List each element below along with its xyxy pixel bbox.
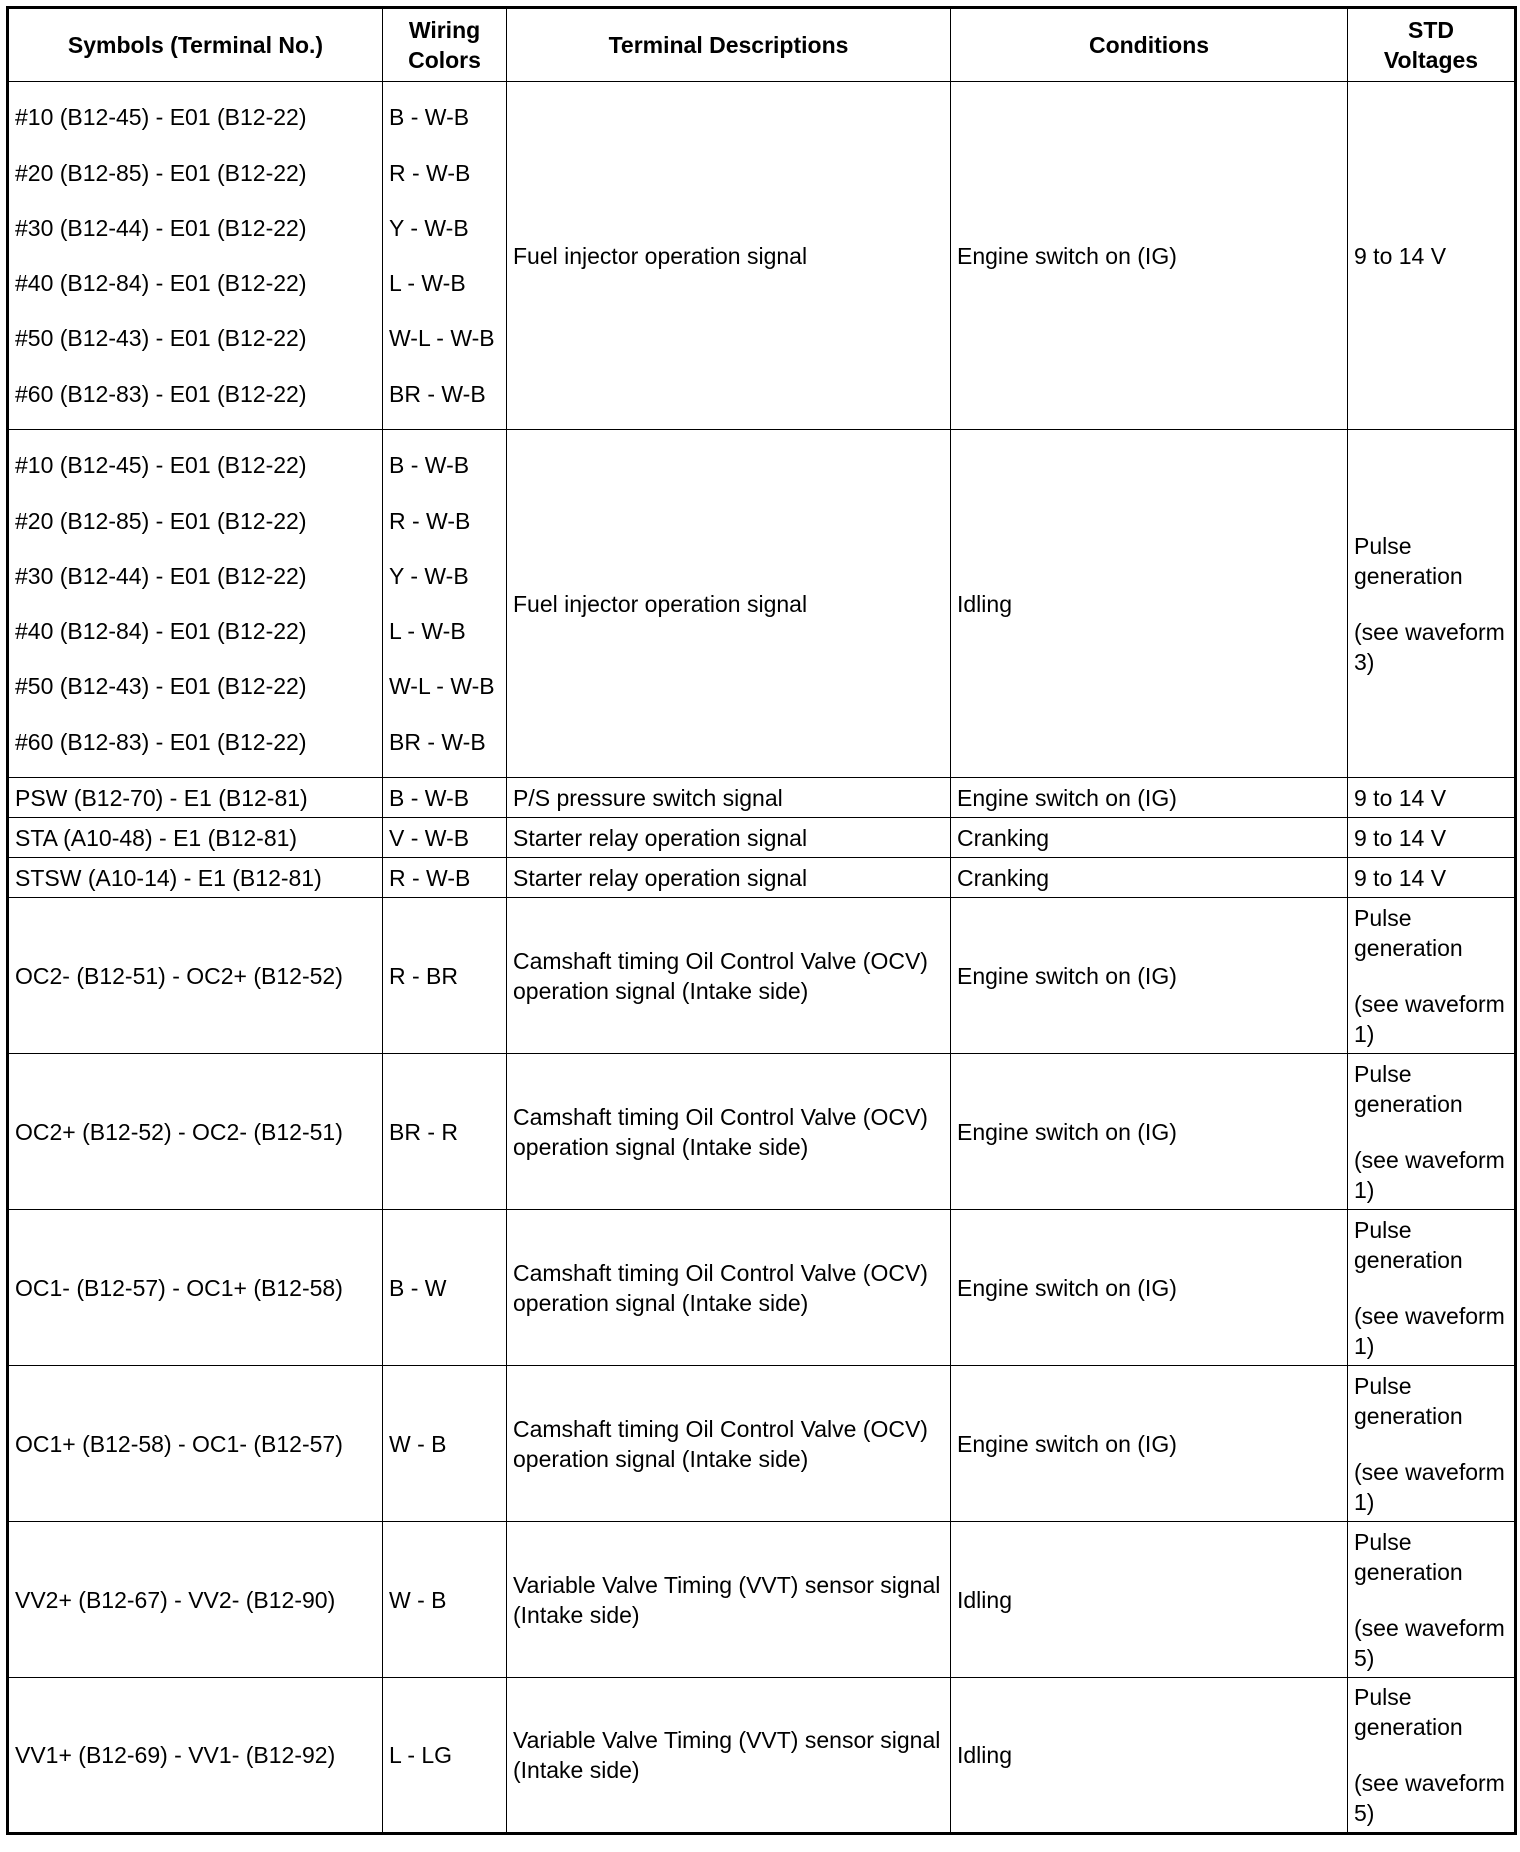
table-row xyxy=(8,1210,1516,1366)
cell-description: Variable Valve Timing (VVT) sensor signal (Intake side) xyxy=(507,1678,951,1834)
header-wiring-line2: Colors xyxy=(408,47,481,73)
cell-description: Fuel injector operation signal xyxy=(507,430,951,778)
table-row xyxy=(8,858,1516,898)
voltage-line1: Pulse generation xyxy=(1354,904,1463,961)
cell-voltage: 9 to 14 V xyxy=(1348,778,1516,818)
cell-symbols xyxy=(8,430,383,778)
table-row xyxy=(8,778,1516,818)
cell-description: Fuel injector operation signal xyxy=(507,82,951,430)
cell-condition: Engine switch on (IG) xyxy=(951,82,1348,430)
voltage-line2: (see waveform 5) xyxy=(1354,1614,1505,1671)
cell-condition: Engine switch on (IG) xyxy=(951,1210,1348,1366)
cell-voltage xyxy=(1348,898,1516,1054)
cell-wiring-color: V - W-B xyxy=(383,818,507,858)
wiring-color: R - W-B xyxy=(389,507,471,534)
header-std-line1: STD xyxy=(1408,17,1454,43)
cell-voltage xyxy=(1348,1366,1516,1522)
cell-condition: Cranking xyxy=(951,818,1348,858)
wiring-color: W-L - W-B xyxy=(389,673,495,700)
cell-symbol: VV1+ (B12-69) - VV1- (B12-92) xyxy=(8,1678,383,1834)
cell-symbol: STA (A10-48) - E1 (B12-81) xyxy=(8,818,383,858)
cell-voltage: 9 to 14 V xyxy=(1348,82,1516,430)
table-row xyxy=(8,1054,1516,1210)
cell-wiring-color: B - W-B xyxy=(383,778,507,818)
terminal-symbol: #50 (B12-43) - E01 (B12-22) xyxy=(15,673,307,700)
cell-wiring-color: R - BR xyxy=(383,898,507,1054)
cell-voltage: 9 to 14 V xyxy=(1348,818,1516,858)
cell-wiring-color: W - B xyxy=(383,1366,507,1522)
voltage-line2: (see waveform 1) xyxy=(1354,990,1505,1047)
cell-condition: Idling xyxy=(951,1678,1348,1834)
header-terminal-descriptions: Terminal Descriptions xyxy=(507,8,951,82)
cell-description: Variable Valve Timing (VVT) sensor signal (Intake side) xyxy=(507,1522,951,1678)
wiring-color: BR - W-B xyxy=(389,728,486,755)
voltage-line1: Pulse generation xyxy=(1354,1684,1463,1740)
wiring-color: W-L - W-B xyxy=(389,325,495,352)
header-wiring-colors xyxy=(383,8,507,82)
voltage-line1: Pulse generation xyxy=(1354,1528,1463,1585)
cell-voltage xyxy=(1348,1210,1516,1366)
cell-voltage xyxy=(1348,1678,1516,1834)
cell-wiring-color: BR - R xyxy=(383,1054,507,1210)
cell-voltage xyxy=(1348,1522,1516,1678)
terminal-symbol: #40 (B12-84) - E01 (B12-22) xyxy=(15,618,307,645)
wiring-color: Y - W-B xyxy=(389,214,469,241)
cell-wiring-colors xyxy=(383,430,507,778)
cell-wiring-colors xyxy=(383,82,507,430)
cell-wiring-color: R - W-B xyxy=(383,858,507,898)
terminal-symbol: #10 (B12-45) - E01 (B12-22) xyxy=(15,452,307,479)
cell-condition: Cranking xyxy=(951,858,1348,898)
terminal-symbol: #60 (B12-83) - E01 (B12-22) xyxy=(15,380,307,407)
cell-symbol: VV2+ (B12-67) - VV2- (B12-90) xyxy=(8,1522,383,1678)
voltage-line2: (see waveform 3) xyxy=(1354,618,1505,675)
voltage-line1: Pulse generation xyxy=(1354,1216,1463,1273)
wiring-color: L - W-B xyxy=(389,270,466,297)
cell-description: P/S pressure switch signal xyxy=(507,778,951,818)
terminal-symbol: #10 (B12-45) - E01 (B12-22) xyxy=(15,104,307,131)
voltage-line2: (see waveform 1) xyxy=(1354,1458,1505,1515)
terminal-symbol: #30 (B12-44) - E01 (B12-22) xyxy=(15,562,307,589)
table-row xyxy=(8,818,1516,858)
voltage-line1: Pulse generation xyxy=(1354,1372,1463,1429)
wiring-color: L - W-B xyxy=(389,618,466,645)
cell-symbol: PSW (B12-70) - E1 (B12-81) xyxy=(8,778,383,818)
cell-symbol: OC1+ (B12-58) - OC1- (B12-57) xyxy=(8,1366,383,1522)
terminal-symbol: #30 (B12-44) - E01 (B12-22) xyxy=(15,214,307,241)
header-row xyxy=(8,8,1516,82)
wiring-color: Y - W-B xyxy=(389,562,469,589)
wiring-color: BR - W-B xyxy=(389,380,486,407)
cell-symbol: OC1- (B12-57) - OC1+ (B12-58) xyxy=(8,1210,383,1366)
cell-condition: Engine switch on (IG) xyxy=(951,898,1348,1054)
table-row xyxy=(8,898,1516,1054)
terminal-symbol: #60 (B12-83) - E01 (B12-22) xyxy=(15,728,307,755)
cell-wiring-color: B - W xyxy=(383,1210,507,1366)
cell-symbol: OC2+ (B12-52) - OC2- (B12-51) xyxy=(8,1054,383,1210)
cell-condition: Engine switch on (IG) xyxy=(951,778,1348,818)
cell-voltage xyxy=(1348,430,1516,778)
header-conditions: Conditions xyxy=(951,8,1348,82)
terminal-symbol: #20 (B12-85) - E01 (B12-22) xyxy=(15,159,307,186)
terminal-symbol: #50 (B12-43) - E01 (B12-22) xyxy=(15,325,307,352)
header-wiring-line1: Wiring xyxy=(408,17,481,43)
wiring-color: B - W-B xyxy=(389,104,470,131)
cell-condition: Engine switch on (IG) xyxy=(951,1054,1348,1210)
table-row xyxy=(8,1678,1516,1834)
cell-description: Camshaft timing Oil Control Valve (OCV) operation signal (Intake side) xyxy=(507,1054,951,1210)
header-std-voltages xyxy=(1348,8,1516,82)
cell-condition: Idling xyxy=(951,1522,1348,1678)
cell-description: Starter relay operation signal xyxy=(507,858,951,898)
cell-wiring-color: L - LG xyxy=(383,1678,507,1834)
table-row xyxy=(8,1366,1516,1522)
cell-symbols xyxy=(8,82,383,430)
voltage-line1: Pulse generation xyxy=(1354,532,1463,589)
table-row xyxy=(8,1522,1516,1678)
voltage-line2: (see waveform 1) xyxy=(1354,1146,1505,1203)
terminal-voltage-table xyxy=(6,6,1517,1835)
wiring-color: B - W-B xyxy=(389,452,470,479)
table-row-injector-ig xyxy=(8,82,1516,430)
voltage-line1: Pulse generation xyxy=(1354,1060,1463,1117)
cell-description: Camshaft timing Oil Control Valve (OCV) operation signal (Intake side) xyxy=(507,898,951,1054)
cell-condition: Idling xyxy=(951,430,1348,778)
cell-description: Camshaft timing Oil Control Valve (OCV) operation signal (Intake side) xyxy=(507,1366,951,1522)
cell-description: Camshaft timing Oil Control Valve (OCV) operation signal (Intake side) xyxy=(507,1210,951,1366)
wiring-color: R - W-B xyxy=(389,159,471,186)
voltage-line2: (see waveform 5) xyxy=(1354,1770,1505,1826)
cell-symbol: STSW (A10-14) - E1 (B12-81) xyxy=(8,858,383,898)
header-std-line2: Voltages xyxy=(1383,47,1479,73)
cell-symbol: OC2- (B12-51) - OC2+ (B12-52) xyxy=(8,898,383,1054)
table-row-injector-idling xyxy=(8,430,1516,778)
cell-voltage xyxy=(1348,1054,1516,1210)
cell-wiring-color: W - B xyxy=(383,1522,507,1678)
cell-voltage: 9 to 14 V xyxy=(1348,858,1516,898)
terminal-voltage-table-sheet xyxy=(6,6,1514,1835)
voltage-line2: (see waveform 1) xyxy=(1354,1302,1505,1359)
header-symbols: Symbols (Terminal No.) xyxy=(8,8,383,82)
cell-description: Starter relay operation signal xyxy=(507,818,951,858)
terminal-symbol: #40 (B12-84) - E01 (B12-22) xyxy=(15,270,307,297)
cell-condition: Engine switch on (IG) xyxy=(951,1366,1348,1522)
terminal-symbol: #20 (B12-85) - E01 (B12-22) xyxy=(15,507,307,534)
